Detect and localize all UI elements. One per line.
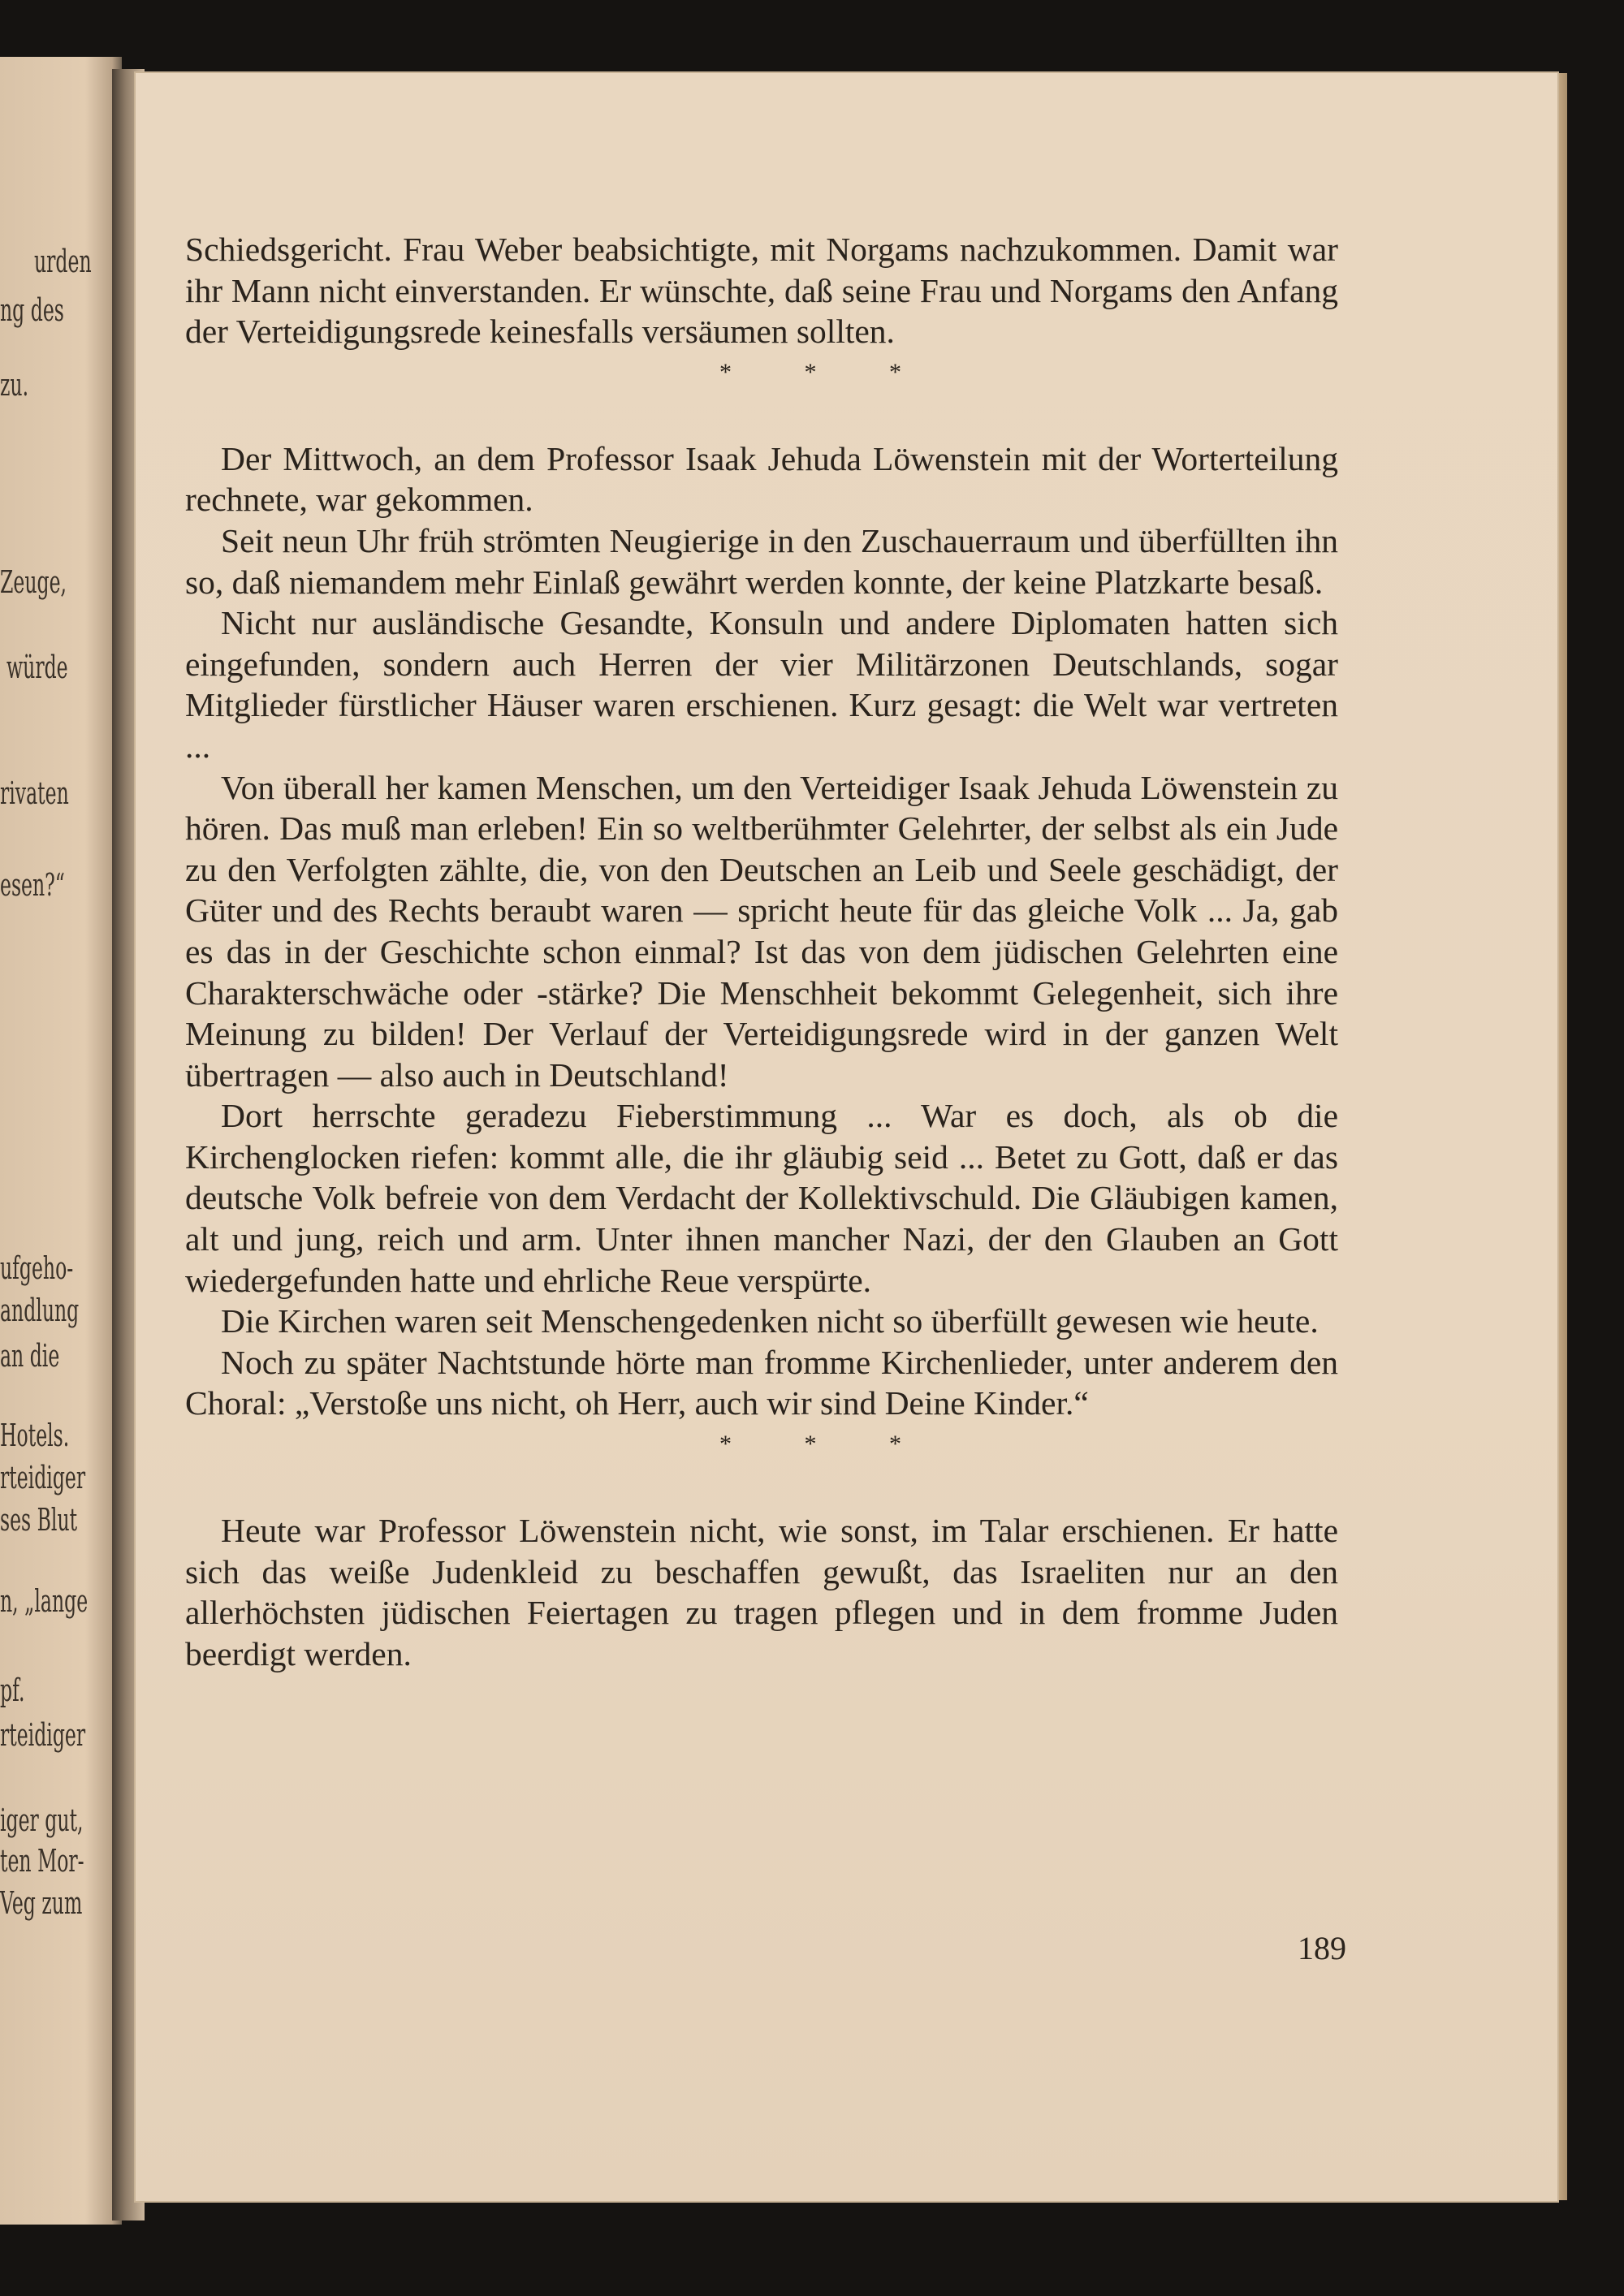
left-page-fragment: rivaten	[0, 775, 69, 811]
left-page-fragment: iger gut,	[0, 1802, 84, 1838]
paragraph: Der Mittwoch, an dem Professor Isaak Jehuda Löwenstein mit der Worterteilung rechnete, war gekommen.	[185, 439, 1338, 519]
paragraph: Schiedsgericht. Frau Weber beabsichtigte, mit Norgams nachzukommen. Damit war ihr Mann nicht einverstanden. Er wünschte, daß seine Frau und Norgams den Anfang der Verteidigungsrede keinesfalls versäumen sollten.	[185, 231, 1338, 351]
paragraph: Noch zu später Nachtstunde hörte man fromme Kirchenlieder, unter anderem den Choral: „Verstoße uns nicht, oh Herr, auch wir sind Deine Kinder.“	[185, 1343, 1338, 1422]
left-page-fragment: rteidiger	[0, 1717, 86, 1753]
left-page-fragment: ufgeho-	[0, 1250, 74, 1286]
left-page-fragment: pf.	[0, 1672, 25, 1708]
left-page-fragment: rteidiger	[0, 1460, 86, 1495]
paragraph: Seit neun Uhr früh strömten Neugierige in den Zuschauerraum und überfüllten ihn so, daß niemandem mehr Einlaß gewährt werden konnte, der keine Platzkarte besaß.	[185, 521, 1338, 601]
section-break: * * *	[719, 358, 901, 386]
left-page-fragment: Veg zum	[0, 1885, 83, 1921]
left-page-fragment: n, „lange	[0, 1583, 89, 1619]
paragraph: Heute war Professor Löwenstein nicht, wie sonst, im Talar erschienen. Er hatte sich das weiße Judenkleid zu beschaffen gewußt, das Israeliten nur an den allerhöchsten jüdischen Feiertagen zu tragen pflegen und in dem fromme Juden beerdigt werden.	[185, 1512, 1338, 1672]
left-page-fragment: andlung	[0, 1293, 80, 1328]
left-page-fragment: an die	[0, 1338, 60, 1374]
paragraph: Von überall her kamen Menschen, um den Verteidiger Isaak Jehuda Löwenstein zu hören. Das muß man erleben! Ein so weltberühmter Gelehrter, der selbst als ein Jude zu den Verfolgten zählte, die, von den Deutschen an Leib und Seele geschädigt, der Güter und des Rechts beraubt waren — spricht heute für das gleiche Volk ... Ja, gab es das in der Geschichte schon einmal? Ist das von dem jüdischen Gelehrten eine Charakterschwäche oder -stärke? Die Menschheit bekommt Gelegenheit, sich ihre Meinung zu bilden! Der Verlauf der Verteidigungsrede wird in der ganzen Welt übertragen — also auch in Deutschland!	[185, 768, 1338, 1094]
paragraph: Nicht nur ausländische Gesandte, Konsuln und andere Diplomaten hatten sich eingefunden, sondern auch Herren der vier Militärzonen Deutschlands, sogar Mitglieder fürstlicher Häuser waren erschienen. Kurz gesagt: die Welt war vertreten ...	[185, 604, 1338, 765]
page-number: 189	[1298, 1930, 1346, 1966]
left-page-fragment: esen?“	[0, 867, 65, 903]
section-break: * * *	[719, 1431, 901, 1458]
left-page-fragment: würde	[6, 650, 68, 685]
left-page-fragment: zu.	[0, 367, 29, 403]
page-body-text	[185, 229, 1338, 1674]
left-facing-page	[0, 57, 122, 2225]
paragraph: Dort herrschte geradezu Fieberstimmung ... War es doch, als ob die Kirchenglocken riefen: kommt alle, die ihr gläubig seid ... Betet zu Gott, daß er das deutsche Volk befreie von dem Verdacht der Kollektivschuld. Die Gläubigen kamen, alt und jung, reich und arm. Unter ihnen mancher Nazi, der den Glauben an Gott wiedergefunden hatte und ehrliche Reue verspürte.	[185, 1097, 1338, 1299]
paragraph: Die Kirchen waren seit Menschengedenken nicht so überfüllt gewesen wie heute.	[221, 1302, 1319, 1340]
left-page-fragment: Zeuge,	[0, 564, 67, 600]
left-page-fragment: Hotels.	[0, 1418, 70, 1453]
left-page-fragment: urden	[34, 244, 92, 279]
left-page-fragment: ten Mor-	[0, 1843, 84, 1879]
left-page-fragment: ng des	[0, 292, 64, 328]
left-page-fragment: ses Blut	[0, 1502, 78, 1538]
